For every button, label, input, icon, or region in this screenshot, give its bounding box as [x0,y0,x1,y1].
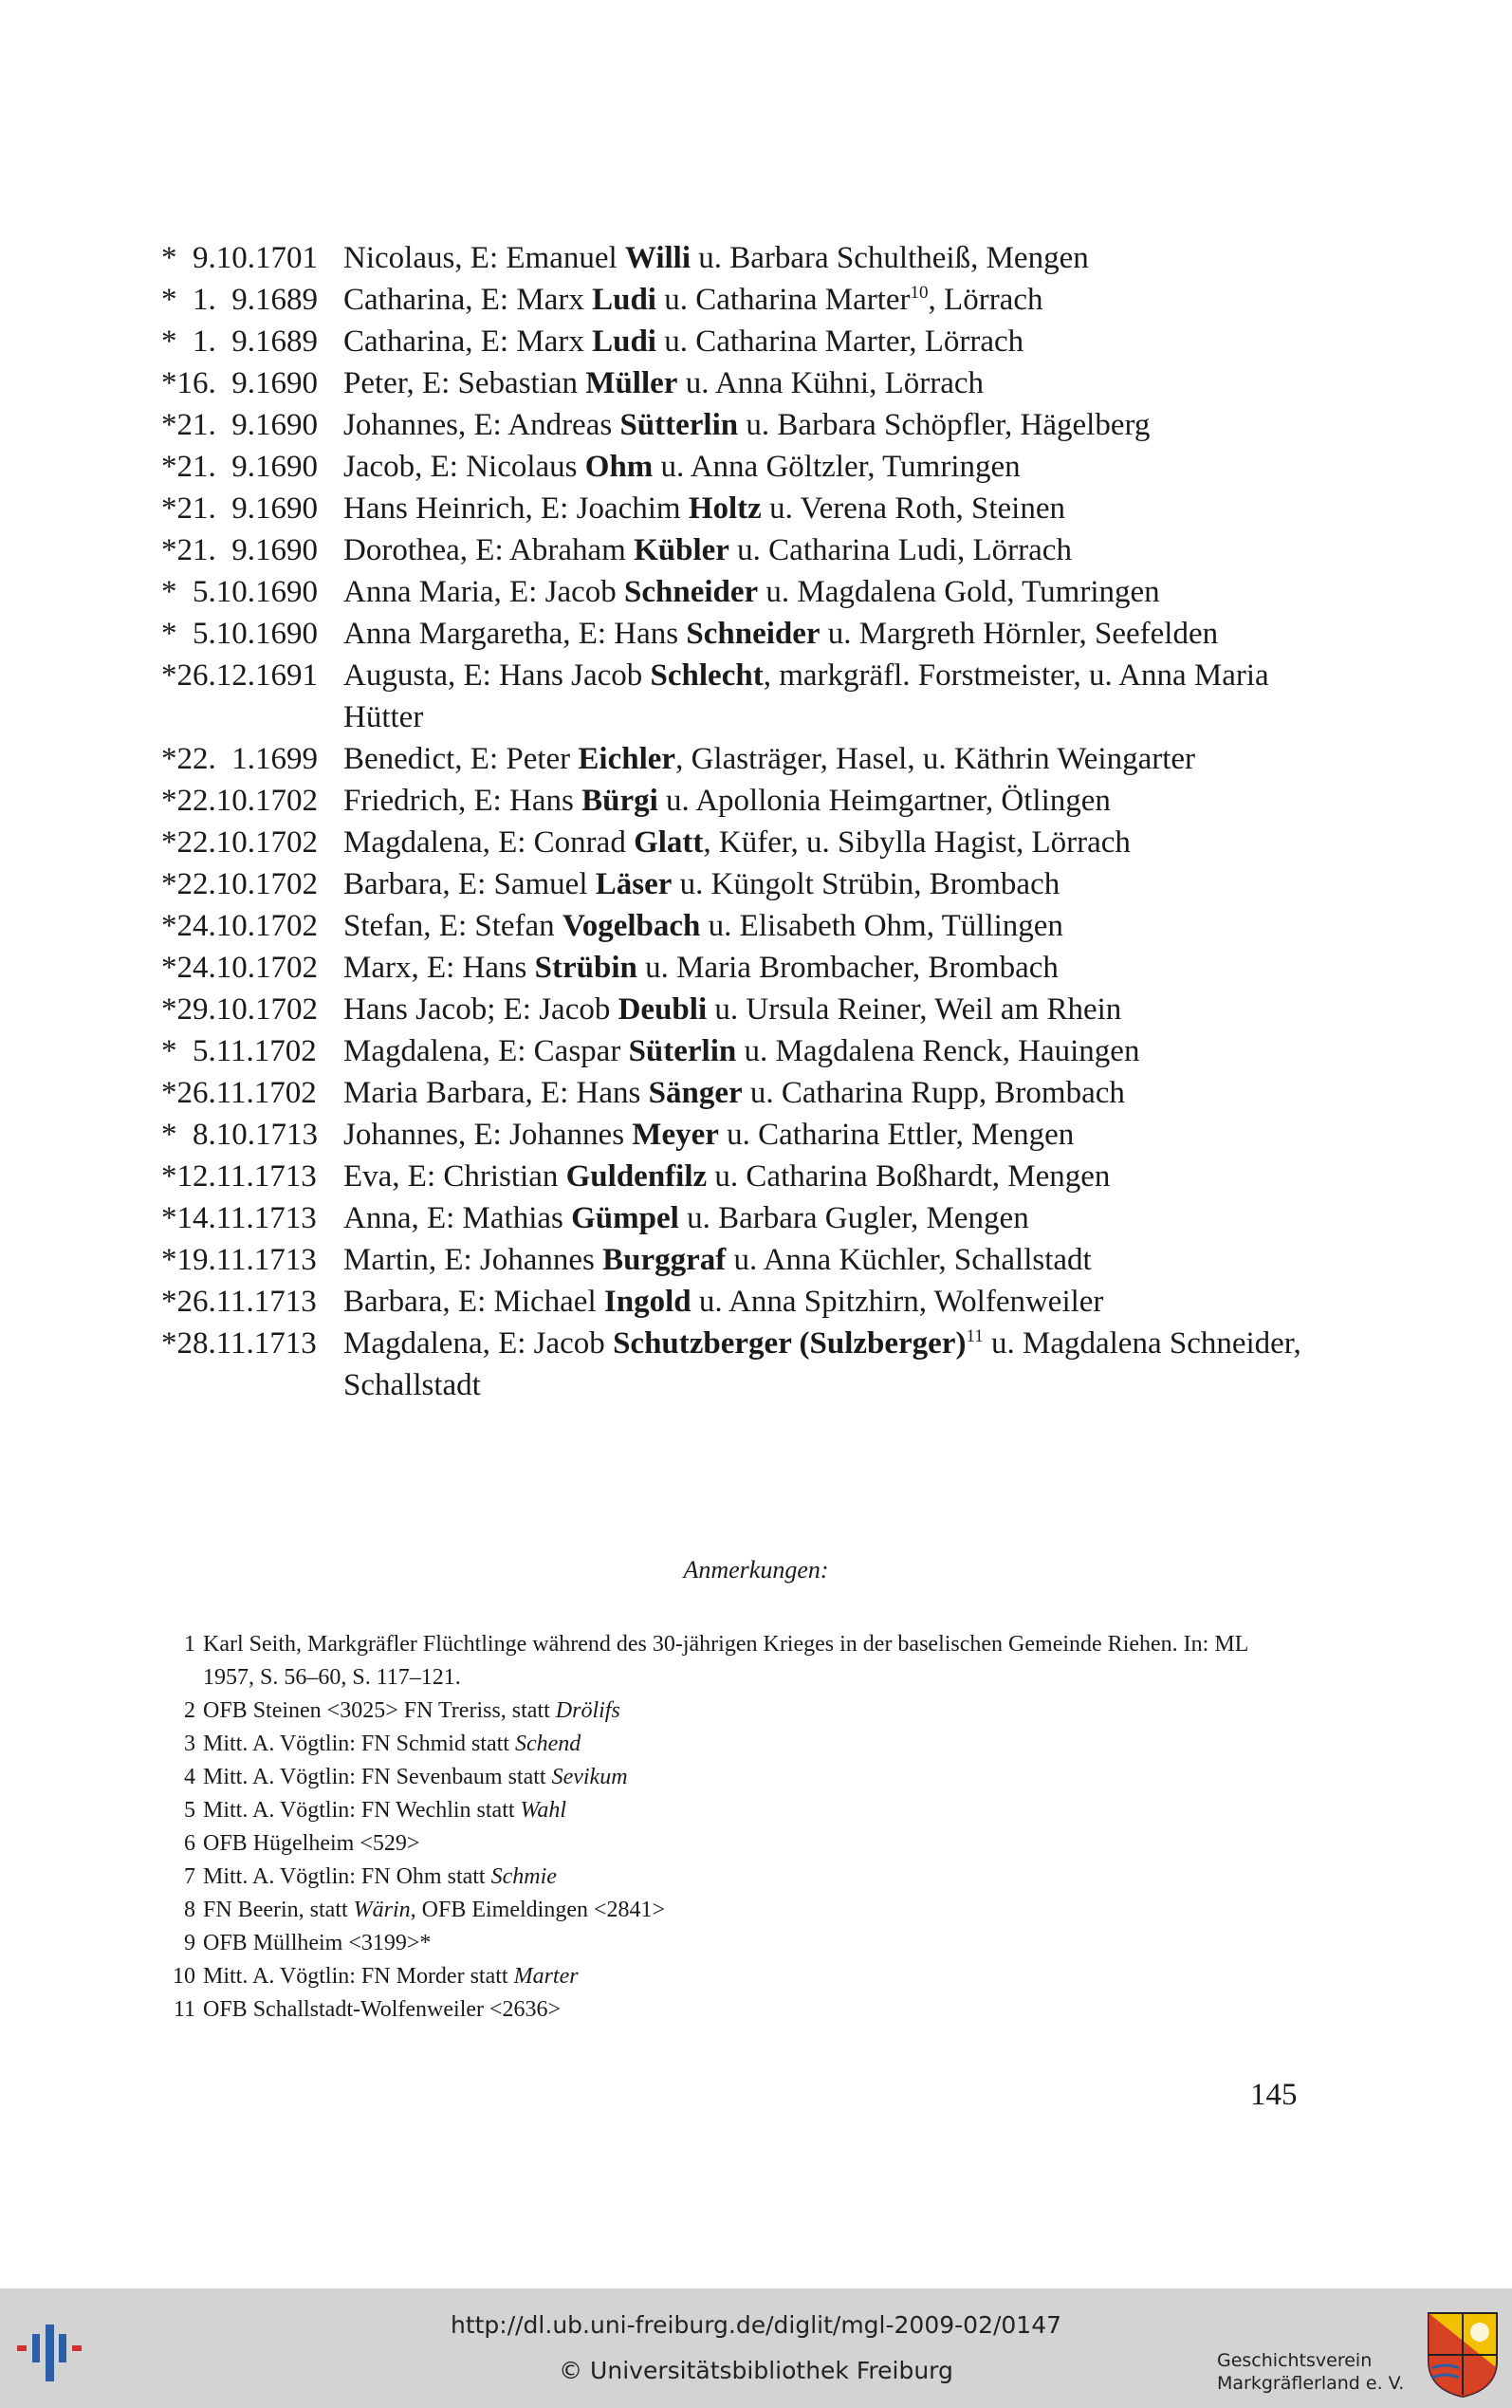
text-run: Mitt. A. Vögtlin: FN Ohm statt [203,1864,491,1889]
baptism-entry [161,1156,1328,1197]
text-run: u. Anna Küchler, Schallstadt [726,1243,1092,1277]
text-run: u. Barbara Schultheiß, Mengen [691,241,1089,275]
text-run: Peter, E: Sebastian [343,366,586,400]
surname: Eichler [578,742,676,776]
entry-date: *16. 9.1690 [161,366,318,400]
footnote-number: 3 [184,1732,195,1756]
entry-text [343,1156,1328,1197]
entry-date: * 9.10.1701 [161,241,318,275]
baptism-entry [161,362,1328,404]
entry-text [343,1030,1328,1072]
text-run: Catharina, E: Marx [343,283,593,317]
footnote-number: 6 [184,1831,195,1856]
entry-text [343,947,1328,989]
text-run: Martin, E: Johannes [343,1243,603,1277]
text-run: Barbara, E: Michael [343,1285,604,1319]
surname: Süterlin [628,1034,737,1068]
baptism-entry [161,947,1328,989]
baptism-entry [161,321,1328,362]
surname: Willi [624,241,691,275]
entry-date: *24.10.1702 [161,951,318,985]
text-run: Hans Jacob; E: Jacob [343,992,618,1027]
baptism-entry [161,989,1328,1030]
baptism-entry [161,1030,1328,1072]
text-run: Benedict, E: Peter [343,742,579,776]
footnote-number: 8 [184,1898,195,1922]
entry-text [343,488,1328,529]
footnote-number: 4 [184,1765,195,1789]
footnote-number: 1 [184,1632,195,1657]
baptism-entry [161,404,1328,446]
surname: Ingold [603,1285,691,1319]
text-run: Mitt. A. Vögtlin: FN Wechlin statt [203,1798,521,1823]
surname: Schneider [686,617,821,651]
entry-text [343,529,1328,571]
text-run: u. Verena Roth, Steinen [761,491,1065,526]
emphasis-text: Marter [513,1964,579,1989]
society-line-1: Geschichtsverein [1217,2350,1373,2371]
text-run: Nicolaus, E: Emanuel [343,241,625,275]
text-run: , OFB Eimeldingen <2841> [410,1898,666,1922]
text-run: Hans Heinrich, E: Joachim [343,491,689,526]
surname: Ludi [592,324,656,359]
footnote-number: 5 [184,1798,195,1823]
entry-date: *12.11.1713 [161,1159,317,1194]
text-run: u. Catharina Ettler, Mengen [718,1118,1075,1152]
entry-text [343,905,1328,947]
entry-date: *24.10.1702 [161,909,318,943]
footnote [161,1927,1300,1960]
footnote [161,1894,1300,1927]
footnote-number: 10 [173,1964,195,1989]
baptism-entry [161,1281,1328,1323]
entry-date: * 5.10.1690 [161,617,318,651]
text-run: , Glasträger, Hasel, u. Käthrin Weingarter [675,742,1196,776]
baptism-entry [161,529,1328,571]
text-run: u. Ursula Reiner, Weil am Rhein [707,992,1122,1027]
footnote-number: 2 [184,1698,195,1723]
entry-text [343,1072,1328,1114]
text-run: Magdalena, E: Caspar [343,1034,629,1068]
emphasis-text: Schend [514,1732,581,1756]
text-run: u. Anna Kühni, Lörrach [677,366,985,400]
text-run: OFB Müllheim <3199>* [203,1931,432,1955]
baptism-entry [161,279,1328,321]
footnote [161,1861,1300,1894]
text-run: Augusta, E: Hans Jacob [343,658,651,693]
text-run: u. Anna Göltzler, Tumringen [653,450,1021,484]
notes-heading: Anmerkungen: [683,1556,829,1584]
footnote [161,1761,1300,1794]
footer-url-link[interactable]: http://dl.ub.uni-freiburg.de/diglit/mgl-2009-02/0147 [450,2311,1062,2339]
text-run: u. Apollonia Heimgartner, Ötlingen [657,784,1111,818]
entry-date: *26.12.1691 [161,658,318,693]
text-run: u. Magdalena Schneider, Schallstadt [343,1326,1301,1402]
text-run: Barbara, E: Samuel [343,867,596,901]
surname: Läser [595,867,673,901]
baptism-entry [161,571,1328,613]
text-run: Eva, E: Christian [343,1159,566,1194]
entry-text [343,1197,1328,1239]
footer-bar [0,2288,1512,2408]
baptism-entry [161,1323,1328,1406]
entry-date: *21. 9.1690 [161,450,318,484]
entry-date: *22.10.1702 [161,784,318,818]
entry-date: *21. 9.1690 [161,491,318,526]
entry-date: * 1. 9.1689 [161,324,318,359]
baptism-entry [161,237,1328,279]
baptism-entry [161,905,1328,947]
baptism-entry [161,738,1328,780]
society-line-2: Markgräflerland e. V. [1217,2373,1405,2394]
text-run: OFB Steinen <3025> FN Treriss, statt [203,1698,556,1723]
surname: Vogelbach [562,909,701,943]
footnote [161,1728,1300,1761]
entry-text [343,863,1328,905]
footnote-number: 9 [184,1931,195,1955]
footnote [161,1960,1300,1993]
entry-date: * 5.10.1690 [161,575,318,609]
entry-text [343,321,1328,362]
text-run: Johannes, E: Johannes [343,1118,633,1152]
text-run: Magdalena, E: Jacob [343,1326,614,1361]
text-run: u. Magdalena Renck, Hauingen [736,1034,1140,1068]
entry-text [343,446,1328,488]
text-run: Marx, E: Hans [343,951,535,985]
baptism-entry [161,822,1328,863]
footnote-text [203,1628,1300,1695]
text-run: Stefan, E: Stefan [343,909,562,943]
footnote-ref: 10 [910,283,929,303]
footnote-number: 7 [184,1864,195,1889]
entry-date: *14.11.1713 [161,1201,317,1235]
footnote [161,1695,1300,1728]
text-run: Johannes, E: Andreas [343,408,620,442]
text-run: u. Margreth Hörnler, Seefelden [820,617,1219,651]
surname: Meyer [632,1118,719,1152]
footnote-text [203,1695,1300,1728]
footnote-text [203,1861,1300,1894]
emphasis-text: Wahl [520,1798,567,1823]
emphasis-text: Sevikum [551,1765,628,1789]
text-run: Anna, E: Mathias [343,1201,572,1235]
surname: Deubli [618,992,708,1027]
text-run: u. Barbara Schöpfler, Hägelberg [738,408,1151,442]
entry-date: *21. 9.1690 [161,533,318,567]
surname: Gümpel [571,1201,679,1235]
baptism-entry [161,1239,1328,1281]
emphasis-text: Drölifs [555,1698,620,1723]
text-run: Magdalena, E: Conrad [343,825,635,860]
text-run: Dorothea, E: Abraham [343,533,635,567]
baptism-entry [161,1114,1328,1156]
text-run: Karl Seith, Markgräfler Flüchtlinge während des 30-jährigen Krieges in der baselischen Gemeinde Riehen. In: ML 1957, S. 56–60, S. 117–121. [203,1632,1248,1690]
text-run: u. Anna Spitzhirn, Wolfenweiler [691,1285,1104,1319]
baptism-entry [161,863,1328,905]
text-run: u. Elisabeth Ohm, Tüllingen [700,909,1063,943]
footnote-text [203,1894,1300,1927]
entry-text [343,571,1328,613]
surname: Sütterlin [619,408,739,442]
entry-text [343,1114,1328,1156]
footnote [161,1794,1300,1827]
entry-text [343,1281,1328,1323]
baptism-entry-list [161,237,1328,1406]
footnote-text [203,1761,1300,1794]
text-run: u. Küngolt Strübin, Brombach [672,867,1060,901]
text-run: Mitt. A. Vögtlin: FN Sevenbaum statt [203,1765,552,1789]
text-run: Mitt. A. Vögtlin: FN Schmid statt [203,1732,515,1756]
baptism-entry [161,1072,1328,1114]
entry-text [343,1323,1328,1406]
surname: Ohm [584,450,654,484]
text-run: u. Catharina Boßhardt, Mengen [707,1159,1111,1194]
entry-text [343,780,1328,822]
surname: Strübin [534,951,637,985]
emphasis-text: Schmie [490,1864,557,1889]
text-run: Anna Margaretha, E: Hans [343,617,687,651]
entry-date: * 5.11.1702 [161,1034,317,1068]
text-run: u. Catharina Marter, Lörrach [655,324,1024,359]
baptism-entry [161,780,1328,822]
surname: Schutzberger (Sulzberger) [613,1326,967,1361]
emphasis-text: Wärin [353,1898,411,1922]
entry-text [343,279,1328,321]
entry-text [343,822,1328,863]
surname: Müller [585,366,678,400]
text-run: Catharina, E: Marx [343,324,593,359]
text-run: Mitt. A. Vögtlin: FN Morder statt [203,1964,514,1989]
text-run: Friedrich, E: Hans [343,784,582,818]
text-run: , Küfer, u. Sibylla Hagist, Lörrach [703,825,1131,860]
society-name [1217,2349,1404,2395]
entry-date: * 1. 9.1689 [161,283,318,317]
surname: Sänger [648,1076,743,1110]
entry-date: *22.10.1702 [161,867,318,901]
entry-text [343,655,1328,738]
entry-date: *19.11.1713 [161,1243,317,1277]
entry-text [343,738,1328,780]
entry-text [343,613,1328,655]
footnote [161,1993,1300,2027]
footnote [161,1827,1300,1861]
footnote-text [203,1728,1300,1761]
entry-text [343,404,1328,446]
entry-date: *29.10.1702 [161,992,318,1027]
baptism-entry [161,488,1328,529]
footer-copyright: © Universitätsbibliothek Freiburg [559,2357,953,2384]
text-run: u. Barbara Gugler, Mengen [678,1201,1029,1235]
text-run: , Lörrach [928,283,1043,317]
entry-date: * 8.10.1713 [161,1118,318,1152]
entry-text [343,1239,1328,1281]
entry-date: *26.11.1713 [161,1285,317,1319]
surname: Glatt [634,825,704,860]
footnote-text [203,1794,1300,1827]
surname: Bürgi [581,784,658,818]
entry-date: *22.10.1702 [161,825,318,860]
text-run: u. Catharina Ludi, Lörrach [728,533,1072,567]
surname: Schneider [624,575,759,609]
baptism-entry [161,1197,1328,1239]
footnote-text [203,1993,1300,2027]
text-run: u. Maria Brombacher, Brombach [636,951,1059,985]
text-run: OFB Hügelheim <529> [203,1831,420,1856]
text-run: Jacob, E: Nicolaus [343,450,585,484]
footnote-list [161,1628,1300,2027]
entry-date: *22. 1.1699 [161,742,318,776]
baptism-entry [161,655,1328,738]
text-run: Anna Maria, E: Jacob [343,575,624,609]
footnote-text [203,1960,1300,1993]
text-run: OFB Schallstadt-Wolfenweiler <2636> [203,1997,562,2022]
surname: Burggraf [602,1243,727,1277]
coat-of-arms-icon [1427,2311,1499,2399]
entry-date: *21. 9.1690 [161,408,318,442]
entry-text [343,989,1328,1030]
surname: Ludi [592,283,656,317]
footnote-number: 11 [173,1997,195,2022]
text-run: FN Beerin, statt [203,1898,354,1922]
entry-date: *28.11.1713 [161,1326,317,1361]
footnote-ref: 11 [966,1326,984,1346]
text-run: u. Catharina Rupp, Brombach [742,1076,1125,1110]
text-run: Maria Barbara, E: Hans [343,1076,649,1110]
entry-text [343,237,1328,279]
entry-date: *26.11.1702 [161,1076,317,1110]
text-run: , markgräfl. Forstmeister, u. Anna Maria Hütter [343,658,1269,734]
surname: Guldenfilz [565,1159,708,1194]
page-number: 145 [1250,2078,1298,2112]
entry-text [343,362,1328,404]
surname: Kübler [634,533,729,567]
surname: Schlecht [650,658,764,693]
surname: Holtz [688,491,762,526]
footnote-text [203,1927,1300,1960]
footnote [161,1628,1300,1695]
baptism-entry [161,613,1328,655]
baptism-entry [161,446,1328,488]
footnote-text [203,1827,1300,1861]
text-run: u. Catharina Marter [655,283,911,317]
text-run: u. Magdalena Gold, Tumringen [758,575,1160,609]
